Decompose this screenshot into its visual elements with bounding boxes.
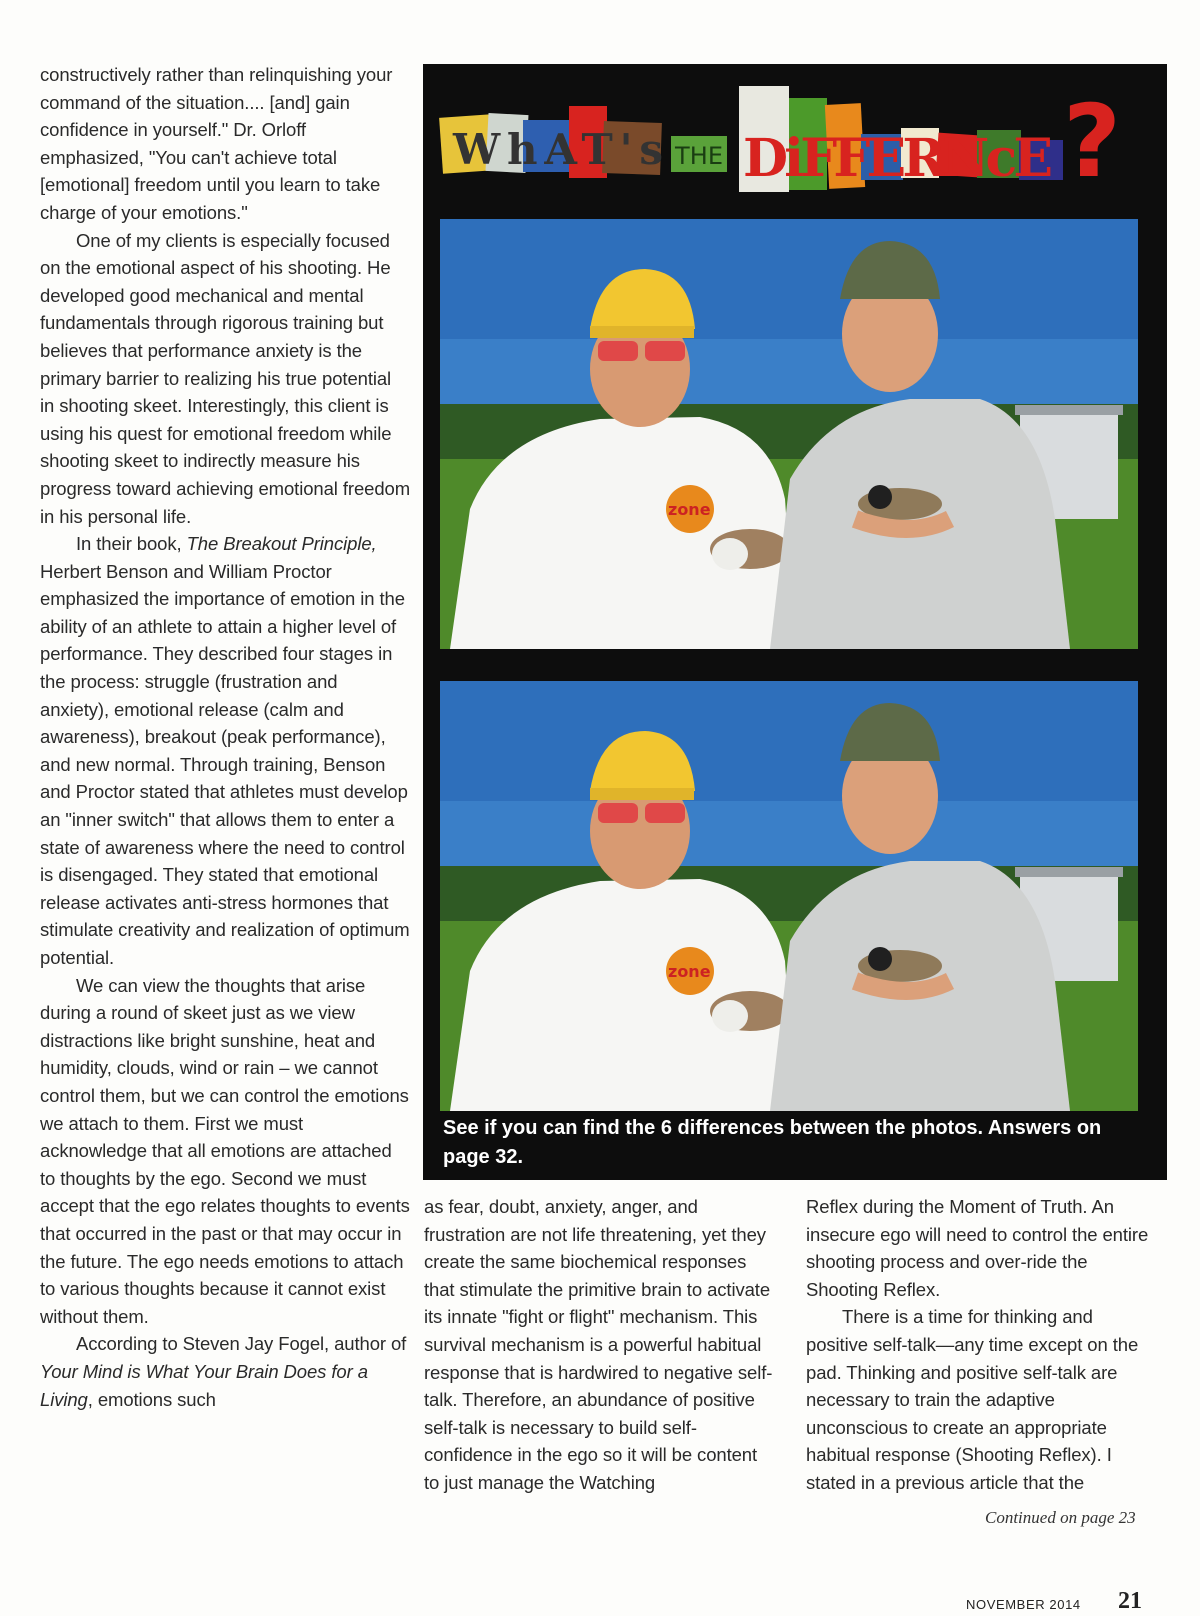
title-question-mark: ?: [1063, 83, 1122, 200]
right-paragraph-2: There is a time for thinking and positive self-talk—any time except on the pad. Thinking and positive self-talk are necessary to train the adaptive unconscious to create an appropriate habitual response (Shooting Reflex). I stated in a previous article that the: [806, 1306, 1139, 1493]
title-word-2: THE: [675, 142, 723, 170]
ransom-note-title: [423, 64, 1167, 214]
middle-paragraph: as fear, doubt, anxiety, anger, and frustration are not life threatening, yet they create the same biochemical responses that stimulate the primitive brain to activate its innate "fight or flight" mechanism. This survival mechanism is a powerful habitual response that is hardwired to negative self-talk. Therefore, an abundance of positive self-talk is necessary to build self-confidence in the ego so it will be content to just manage the Watching: [424, 1196, 773, 1493]
book-title-your-mind: Your Mind is What Your Brain Does for a Living: [40, 1360, 368, 1410]
page-number: 21: [1118, 1588, 1142, 1614]
title-word-3: DiFFERNcE: [743, 128, 1053, 189]
shirt-logo-top: zone: [668, 500, 711, 519]
spot-the-difference-feature: [423, 64, 1167, 1180]
left-paragraph-4: We can view the thoughts that arise during a round of skeet just as we view distractions like bright sunshine, heat and humidity, clouds, wind or rain – we cannot control them, but we can control the emotions we attach to them. First we must acknowledge that all emotions are attached to thoughts by the ego. Second we must accept that the ego relates thoughts to events that occurred in the past or that may occur in the future. The ego needs emotions to attach to various thoughts because it cannot exist without them.: [40, 974, 410, 1327]
left-paragraph-3: [40, 530, 410, 972]
issue-date: NOVEMBER 2014: [966, 1597, 1081, 1612]
right-text-column: [806, 1193, 1156, 1497]
book-title-breakout-principle: The Breakout Principle,: [186, 533, 377, 555]
continued-note: Continued on page 23: [985, 1508, 1136, 1527]
photo-top-image: [440, 219, 1138, 649]
left-paragraph-2: One of my clients is especially focused on the emotional aspect of his shooting. He developed good mechanical and mental fundamentals through rigorous training but believes that performance anxiety is the primary barrier to realizing his true potential in shooting skeet. Interestingly, this client is using his quest for emotional freedom while shooting skeet to indirectly measure his progress toward achieving emotional freedom in his personal life.: [40, 229, 411, 527]
shirt-logo-bottom: zone: [668, 962, 711, 981]
left-paragraph-5: [40, 1330, 410, 1413]
photo-caption: See if you can find the 6 differences between the photos. Answers on page 32.: [443, 1117, 1102, 1168]
photo-bottom: [440, 681, 1138, 1111]
right-paragraph-1: Reflex during the Moment of Truth. An insecure ego will need to control the entire shooting process and over-ride the Shooting Reflex.: [806, 1196, 1149, 1300]
photo-bottom-image: [440, 681, 1138, 1111]
left-paragraph-1: constructively rather than relinquishing your command of the situation.... [and] gain confidence in yourself." Dr. Orloff emphasized, "You can't achieve total [emotional] freedom until you learn to take charge of your emotions.": [40, 64, 393, 223]
photo-top: [440, 219, 1138, 649]
left-paragraph-3-rest: Herbert Benson and William Proctor emphasized the importance of emotion in the ability of an athlete to attain a higher level of performance. They described four stages in the process: struggle (frustration and anxiety), emotional release (calm and awareness), breakout (peak performance), and new normal. Through training, Benson and Proctor stated that athletes must develop an "inner switch" that allows them to enter a state of awareness where the need to control is disengaged. They stated that emotional release activates anti-stress hormones that stimulate creativity and realization of optimum potential.: [40, 560, 410, 968]
left-paragraph-5-start: According to Steven Jay Fogel, author of: [76, 1333, 407, 1355]
middle-text-column: [424, 1193, 774, 1497]
left-paragraph-5-rest: , emotions such: [87, 1388, 216, 1410]
left-text-column: [40, 61, 410, 1413]
title-word-1: WhAT's: [453, 125, 663, 174]
left-paragraph-3-start: In their book,: [76, 533, 187, 555]
